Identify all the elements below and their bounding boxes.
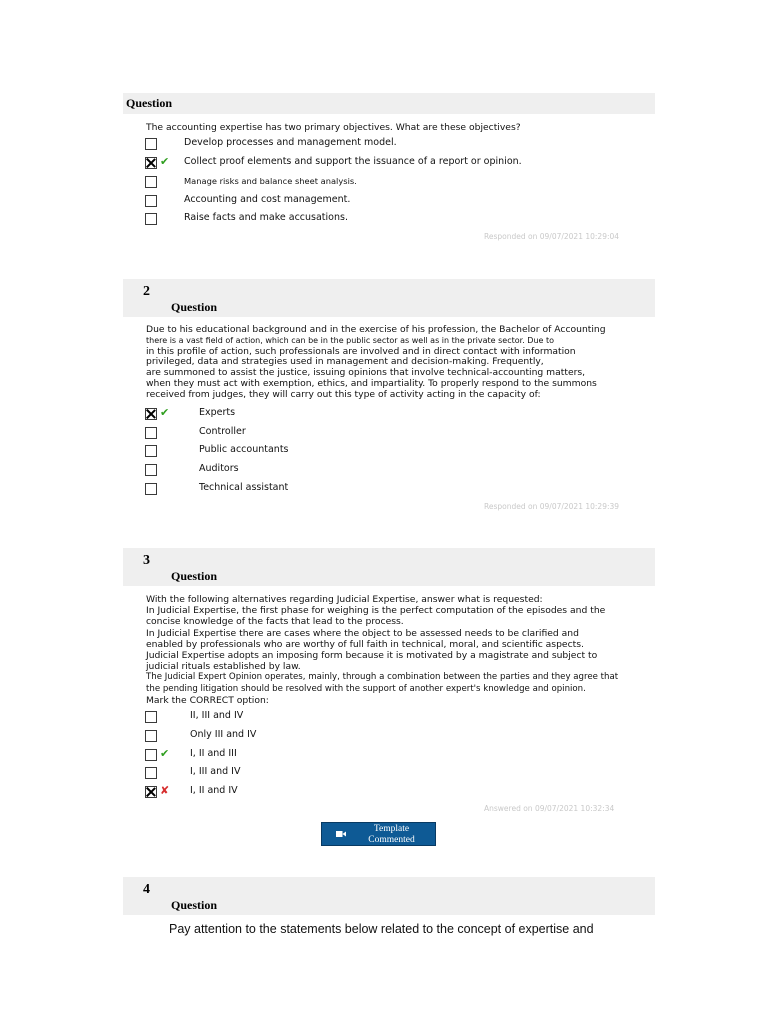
question-1-text: The accounting expertise has two primary objectives. What are these objectives? <box>146 122 521 133</box>
q3-option-3[interactable]: ✔ I, II and III <box>145 748 645 764</box>
question-4-text: Pay attention to the statements below related to the concept of expertise and <box>169 922 594 936</box>
question-3-number: 3 <box>143 553 150 568</box>
question-4-label: Question <box>171 898 218 912</box>
q1-option-4[interactable]: Accounting and cost management. <box>145 194 645 210</box>
question-3-header <box>123 548 655 586</box>
q1-response-time: Responded on 09/07/2021 10:29:04 <box>484 232 620 241</box>
q1-option-5[interactable]: Raise facts and make accusations. <box>145 212 645 228</box>
checkbox[interactable] <box>145 176 157 188</box>
check-icon: ✔ <box>160 747 170 760</box>
question-4-header <box>123 877 655 915</box>
q2-option-2[interactable]: Controller <box>145 426 645 442</box>
question-2-label: Question <box>171 300 218 314</box>
q2-option-5[interactable]: Technical assistant <box>145 482 645 498</box>
checkbox[interactable] <box>145 483 157 495</box>
checkbox[interactable] <box>145 427 157 439</box>
q2-option-4[interactable]: Auditors <box>145 463 645 479</box>
x-checkbox-icon[interactable] <box>145 786 157 798</box>
video-camera-icon <box>336 830 346 838</box>
checkbox[interactable] <box>145 445 157 457</box>
q3-option-1[interactable]: II, III and IV <box>145 710 645 726</box>
checkbox[interactable] <box>145 213 157 225</box>
q1-option-3[interactable]: Manage risks and balance sheet analysis. <box>145 175 645 191</box>
checkbox[interactable] <box>145 464 157 476</box>
x-checkbox-icon[interactable] <box>145 408 157 420</box>
q2-response-time: Responded on 09/07/2021 10:29:39 <box>484 502 620 511</box>
checkbox[interactable] <box>145 195 157 207</box>
question-1-label: Question <box>126 96 173 110</box>
checkbox[interactable] <box>145 730 157 742</box>
question-1-header <box>123 93 655 114</box>
template-commented-button[interactable] <box>321 822 436 846</box>
checkbox[interactable] <box>145 749 157 761</box>
q3-option-2[interactable]: Only III and IV <box>145 729 645 745</box>
check-icon: ✔ <box>160 155 170 168</box>
template-button-label: Template Commented <box>368 824 415 845</box>
question-2-text: Due to his educational background and in the exercise of his profession, the Bachelor of Accounting there is a vast field of action, which can be in the public sector as well as in the private sector. Due to in this profile of action, such professionals are involved and in direct contact with information privileged, data and strategies used in management and decision-making. Frequently, are summoned to assist the justice, issuing opinions that involve technical-accounting matters, when they must act with exemption, ethics, and impartiality. To properly respond to the summons received from judges, they will carry out this type of activity acting in the capacity of: <box>146 324 606 400</box>
question-3-text: With the following alternatives regarding Judicial Expertise, answer what is requested: In Judicial Expertise, the first phase for weighing is the perfect computation of the episodes and the concise knowledge of the facts that lead to the process. In Judicial Expertise there are cases where the object to be assessed needs to be clarified and enabled by professionals who are worthy of full faith in technical, moral, and scientific aspects. Judicial Expertise adopts an imposing form because it is motivated by a magistrate and subject to judicial rituals established by law. The Judicial Expert Opinion operates, mainly, through a combination between the parties and they agree that the pending litigation should be resolved with the support of another expert's knowledge and opinion. Mark the CORRECT option: <box>146 594 619 706</box>
question-2-number: 2 <box>143 284 150 299</box>
q2-option-3[interactable]: Public accountants <box>145 444 645 460</box>
q2-option-1[interactable]: ✔ Experts <box>145 407 645 423</box>
question-2-header <box>123 279 655 317</box>
q3-option-5[interactable]: ✘ I, II and IV <box>145 785 645 801</box>
question-4-number: 4 <box>143 882 150 897</box>
checkbox[interactable] <box>145 138 157 150</box>
question-3-label: Question <box>171 569 218 583</box>
q3-answer-time: Answered on 09/07/2021 10:32:34 <box>484 804 615 813</box>
x-checkbox-icon[interactable] <box>145 157 157 169</box>
cross-icon: ✘ <box>160 784 170 797</box>
q3-option-4[interactable]: I, III and IV <box>145 766 645 782</box>
checkbox[interactable] <box>145 711 157 723</box>
checkbox[interactable] <box>145 767 157 779</box>
check-icon: ✔ <box>160 406 170 419</box>
q1-option-2[interactable]: ✔ Collect proof elements and support the issuance of a report or opinion. <box>145 156 645 172</box>
q1-option-1[interactable]: Develop processes and management model. <box>145 137 645 153</box>
